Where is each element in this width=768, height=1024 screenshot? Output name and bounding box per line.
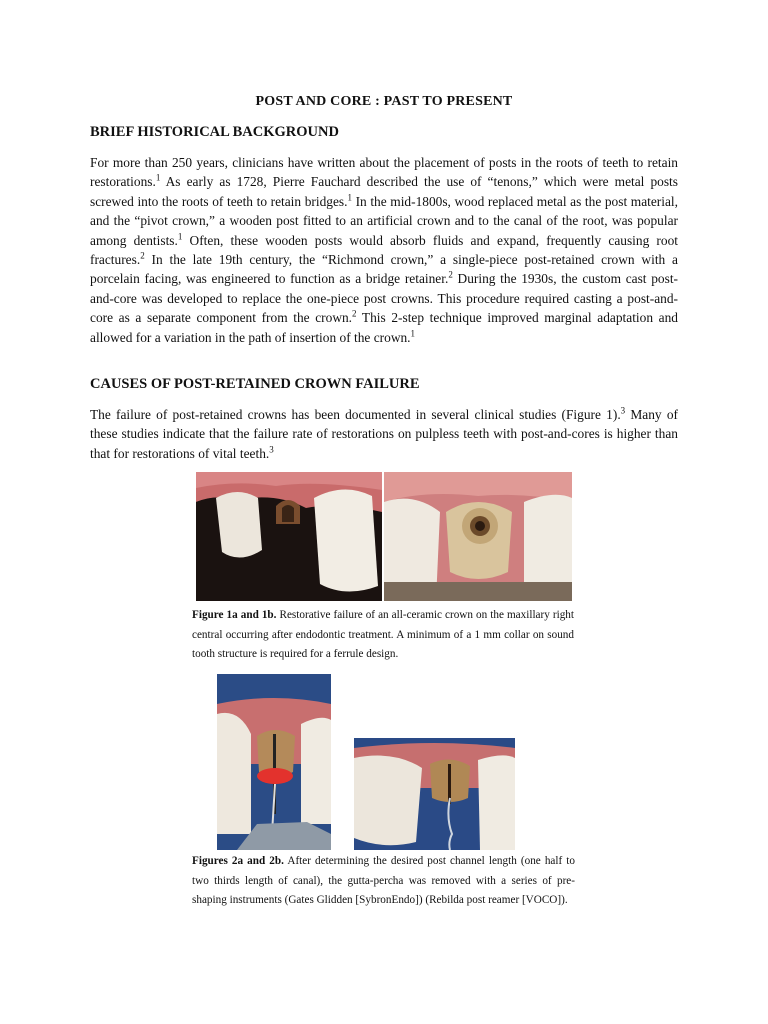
figure-1b-photo (384, 472, 572, 601)
page-title: POST AND CORE : PAST TO PRESENT (255, 94, 513, 109)
figure-2a-photo (217, 674, 331, 850)
section-heading-history: BRIEF HISTORICAL BACKGROUND (90, 124, 339, 140)
figure-1-caption: Figure 1a and 1b. Restorative failure of an all-ceramic crown on the maxillary right central occurring after endodontic treatment. A minimum of a 1 mm collar on sound tooth structure is required for a ferrule design. (192, 609, 575, 660)
figure-1a-photo (196, 472, 382, 601)
history-paragraph: For more than 250 years, clinicians have written about the placement of posts in the roots of teeth to retain restorations.$^1$ As early as 1728, Pierre Fauchard described the use of “tenons,” which were metal posts screwed into the roots of teeth to retain bridges.$^1$ In the mid-1800s, wood replaced metal as the post material, and the “pivot crown,” a wooden post fitted to an artificial crown and to the canal of the root, was popular among dentists.$^1$ Often, these wooden posts would absorb fluids and expand, frequently causing root fractures.$^2$ In the late 19th century, the “Richmond crown,” a single-piece post-retained crown with a porcelain facing, was engineered to function as a bridge retainer.$^2$ During the 1930s, the custom cast post-and-core was developed to replace the one-piece post crowns. This procedure required casting a post-and-core as a separate component from the crown.$^2$ This 2-step technique improved marginal adaptation and allowed for a variation in the path of insertion of the crown.$^1$ (90, 155, 679, 345)
section-heading-failure: CAUSES OF POST-RETAINED CROWN FAILURE (90, 376, 420, 392)
figure-2-caption: Figures 2a and 2b. After determining the desired post channel length (one half to two thirds length of canal), the gutta-percha was removed with a series of pre-shaping instruments (Gates Glidden [SybronEndo]) (Rebilda post reamer [VOCO]). (192, 855, 576, 906)
figure-2b-photo (354, 738, 515, 850)
failure-paragraph: The failure of post-retained crowns has been documented in several clinical studies (Figure 1).$^3$ Many of these studies indicate that the failure rate of restorations on pulpless teeth with post-and-cores is higher than that for restorations of vital teeth.$^3$ (90, 405, 678, 461)
